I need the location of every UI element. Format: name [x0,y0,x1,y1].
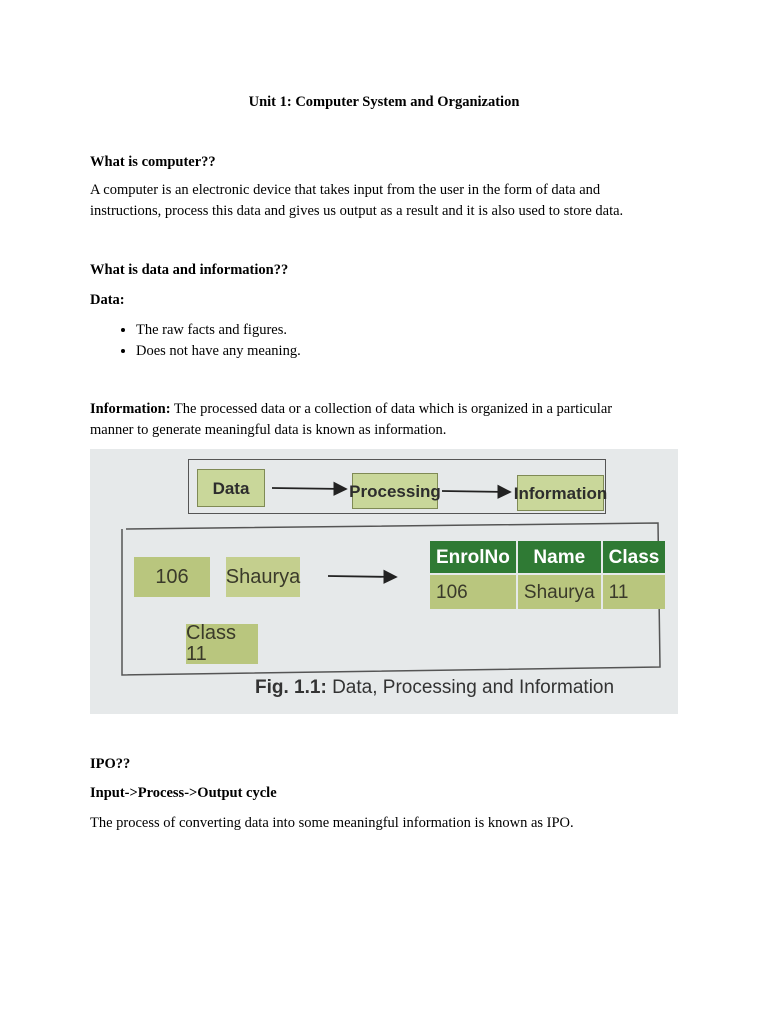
heading-what-is-computer: What is computer?? [90,154,216,170]
enrolment-table [430,541,667,609]
flow-box-data: Data [197,469,265,507]
tile-shaurya: Shaurya [226,557,300,597]
figure-caption-text: Data, Processing and Information [326,677,615,698]
information-text: The processed data or a collection of data which is organized in a particular [170,401,613,417]
arrow-tiles-to-table [328,576,396,577]
figure-caption [255,677,614,698]
list-item: • Does not have any meaning. [136,341,301,362]
arrow-data-to-processing [272,488,346,489]
tile-class-11: Class 11 [186,624,258,664]
figure-caption-number: Fig. 1.1: [255,677,327,698]
heading-ipo: IPO?? [90,756,131,772]
table-header-row [430,541,666,574]
information-definition-line-1 [90,399,690,420]
arrow-processing-to-information [442,491,510,492]
table-row [430,574,666,609]
table-cell: Shaurya [517,574,602,609]
data-label: Data: [90,292,125,308]
ipo-definition: The process of converting data into some meaningful information is known as IPO. [90,815,574,831]
tile-106: 106 [134,557,210,597]
ipo-subheading: Input->Process->Output cycle [90,785,277,801]
table-header-cell: Name [517,541,602,574]
table-cell: 106 [430,574,517,609]
information-definition-line-2: manner to generate meaningful data is known as information. [90,422,447,438]
computer-definition-line-2: instructions, process this data and gives us output as a result and it is also used to store data. [90,203,624,219]
page-title: Unit 1: Computer System and Organization [248,94,520,110]
flow-box-processing: Processing [352,473,438,509]
table-header-cell: Class [602,541,667,574]
flow-box-information: Information [517,475,604,511]
heading-data-information: What is data and information?? [90,262,289,278]
figure-data-processing-information [90,449,678,714]
data-bullet-list [90,320,301,362]
list-item: • The raw facts and figures. [136,320,301,341]
table-cell: 11 [602,574,667,609]
information-label: Information: [90,401,171,417]
table-header-cell: EnrolNo [430,541,517,574]
computer-definition-line-1: A computer is an electronic device that takes input from the user in the form of data and [90,182,601,198]
